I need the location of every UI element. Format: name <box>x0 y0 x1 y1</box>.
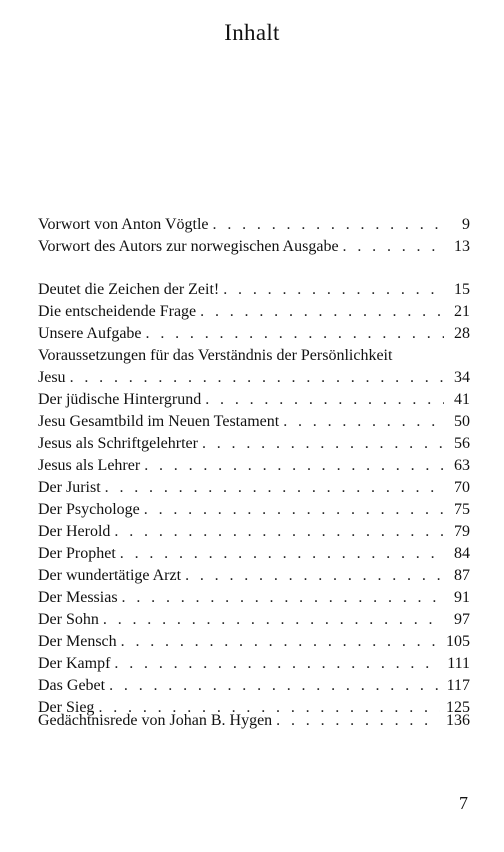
toc-entry-page: 75 <box>454 501 470 518</box>
toc-entry-title: Der wundertätige Arzt <box>38 567 182 584</box>
toc-entry <box>38 499 470 521</box>
dot-leader <box>121 631 440 653</box>
toc-entry-page: 13 <box>454 238 470 255</box>
dot-leader <box>200 301 444 323</box>
toc-group-chapters <box>38 279 470 719</box>
toc-entry-page: 50 <box>454 413 470 430</box>
toc-entry <box>38 565 470 587</box>
toc-entry-title: Der Messias <box>38 589 118 606</box>
dot-leader <box>185 565 444 587</box>
toc-entry-page: 63 <box>454 457 470 474</box>
toc-entry-title: Der Mensch <box>38 633 117 650</box>
dot-leader <box>276 710 440 732</box>
toc-entry-page: 111 <box>447 655 470 672</box>
toc-entry-page: 21 <box>454 303 470 320</box>
toc-entry-title: Der Jurist <box>38 479 101 496</box>
toc-entry-page: 34 <box>454 369 470 386</box>
toc-entry <box>38 543 470 565</box>
dot-leader <box>205 389 444 411</box>
toc-entry <box>38 301 470 323</box>
dot-leader <box>105 477 444 499</box>
dot-leader <box>114 653 441 675</box>
toc-entry <box>38 631 470 653</box>
toc-entry-title: Der Herold <box>38 523 111 540</box>
toc-entry-title: Die entscheidende Frage <box>38 303 197 320</box>
toc-entry-page: 15 <box>454 281 470 298</box>
dot-leader <box>223 279 444 301</box>
toc-entry-title: Deutet die Zeichen der Zeit! <box>38 281 220 298</box>
toc-entry-title: Vorwort von Anton Vögtle <box>38 216 209 233</box>
dot-leader <box>103 609 444 631</box>
toc-entry-title: Das Gebet <box>38 677 106 694</box>
toc-entry-page: 79 <box>454 523 470 540</box>
toc-entry-page: 125 <box>446 699 470 716</box>
toc-entry-title: Der Sohn <box>38 611 99 628</box>
dot-leader <box>213 214 444 236</box>
toc-group-preface <box>38 214 470 258</box>
toc-entry-continued <box>38 345 470 367</box>
toc-entry <box>38 675 470 697</box>
toc-entry-page: 28 <box>454 325 470 342</box>
dot-leader <box>144 499 444 521</box>
toc-entry-title: Unsere Aufgabe <box>38 325 142 342</box>
dot-leader <box>146 323 444 345</box>
toc-entry-title: Jesus als Schriftgelehrter <box>38 435 198 452</box>
toc-entry <box>38 236 470 258</box>
toc-entry-page: 9 <box>462 216 470 233</box>
toc-entry-title: Jesu Gesamtbild im Neuen Testament <box>38 413 280 430</box>
toc-entry-title: Jesu <box>38 369 66 386</box>
page-number: 7 <box>459 793 468 813</box>
toc-entry <box>38 279 470 301</box>
toc-entry <box>38 653 470 675</box>
dot-leader <box>109 675 441 697</box>
dot-leader <box>70 367 444 389</box>
toc-entry <box>38 389 470 411</box>
toc-entry-page: 41 <box>454 391 470 408</box>
toc-entry <box>38 521 470 543</box>
toc-entry-title: Jesus als Lehrer <box>38 457 141 474</box>
dot-leader <box>202 433 444 455</box>
toc-entry-title: Der Kampf <box>38 655 111 672</box>
toc-entry-page: 91 <box>454 589 470 606</box>
dot-leader <box>114 521 444 543</box>
toc-entry-page: 87 <box>454 567 470 584</box>
toc-group-appendix <box>38 710 470 732</box>
toc-entry-title: Vorwort des Autors zur norwegischen Ausgabe <box>38 238 339 255</box>
dot-leader <box>122 587 444 609</box>
toc-entry-title: Gedächtnisrede von Johan B. Hygen <box>38 712 273 729</box>
dot-leader <box>283 411 444 433</box>
toc-entry <box>38 323 470 345</box>
toc-entry <box>38 477 470 499</box>
toc-entry <box>38 433 470 455</box>
toc-entry-page: 56 <box>454 435 470 452</box>
toc-entry <box>38 710 470 732</box>
toc-entry <box>38 367 470 389</box>
dot-leader <box>120 543 444 565</box>
toc-entry-page: 136 <box>446 712 470 729</box>
toc-entry-title: Der Prophet <box>38 545 116 562</box>
toc-entry <box>38 411 470 433</box>
toc-entry-page: 97 <box>454 611 470 628</box>
toc-entry-page: 84 <box>454 545 470 562</box>
toc-entry-title: Der Psychologe <box>38 501 140 518</box>
toc-entry <box>38 214 470 236</box>
toc-entry-page: 70 <box>454 479 470 496</box>
toc-entry <box>38 609 470 631</box>
dot-leader <box>144 455 444 477</box>
toc-entry-page: 117 <box>446 677 470 694</box>
toc-entry-title: Der Sieg <box>38 699 95 716</box>
toc-entry-title: Voraussetzungen für das Verständnis der Persönlichkeit <box>38 347 393 364</box>
page-title: Inhalt <box>224 20 280 45</box>
toc-entry <box>38 587 470 609</box>
toc-entry-page: 105 <box>446 633 470 650</box>
toc-entry-title: Der jüdische Hintergrund <box>38 391 202 408</box>
dot-leader <box>343 236 444 258</box>
toc-entry <box>38 455 470 477</box>
